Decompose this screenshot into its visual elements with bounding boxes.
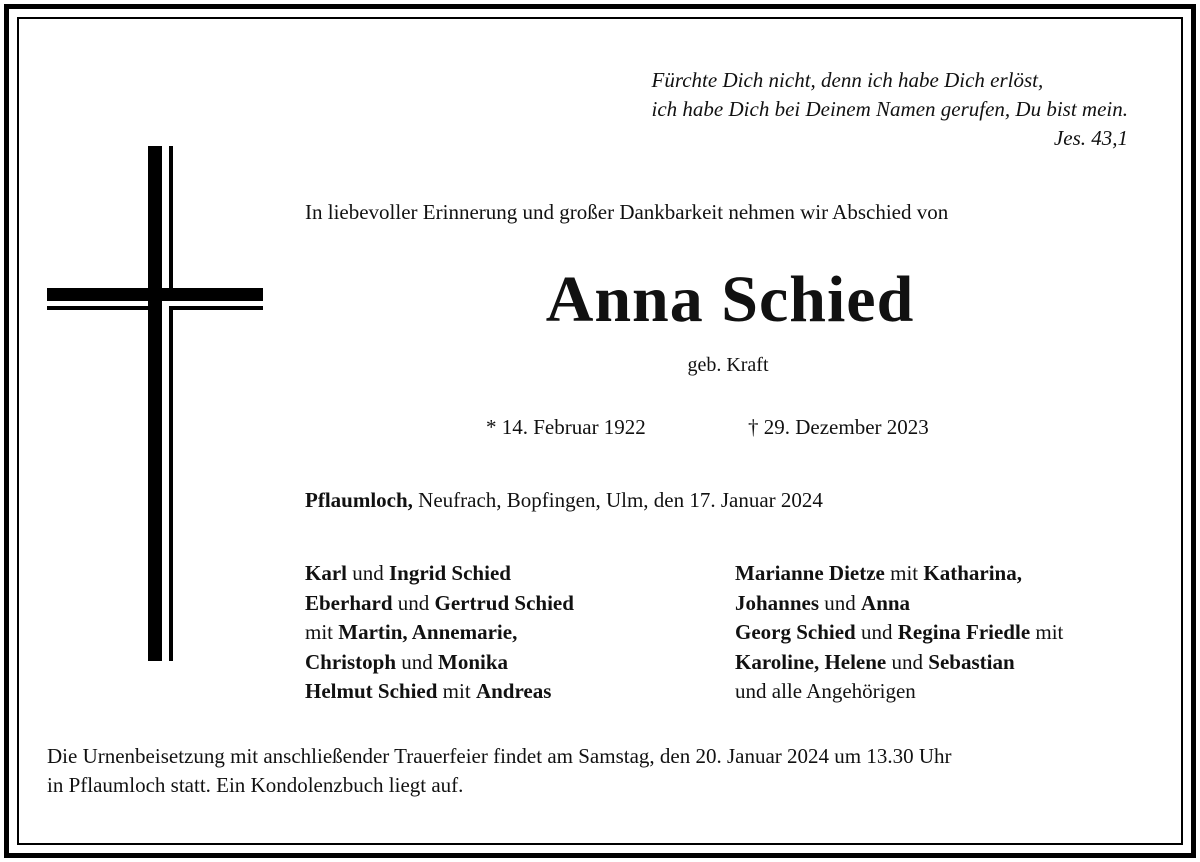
place-date-rest: Neufrach, Bopfingen, Ulm, den 17. Januar 2024: [412, 488, 823, 512]
birth-date: * 14. Februar 1922: [486, 415, 646, 439]
mourner-line: [305, 677, 574, 707]
funeral-notice-line-2: in Pflaumloch statt. Ein Kondolenzbuch liegt auf.: [47, 773, 464, 797]
mourner-line: [735, 648, 1063, 678]
mourner-line: [735, 589, 1063, 619]
connector-text: mit: [437, 679, 476, 703]
mourner-name: Christoph: [305, 649, 397, 674]
mourners-right-column: [735, 559, 1063, 707]
mourner-name: Georg Schied: [735, 620, 856, 644]
verse-line-2: ich habe Dich bei Deinem Namen gerufen, Du bist mein.: [651, 97, 1128, 121]
mourner-name: Regina Friedle: [897, 620, 1031, 644]
connector-text: und: [819, 590, 862, 615]
mourner-name: Eberhard: [305, 590, 393, 615]
mourner-name: Anna: [861, 590, 911, 615]
mourner-name: Ingrid Schied: [389, 561, 511, 585]
mourner-line: [305, 559, 574, 589]
verse-line-1: Fürchte Dich nicht, denn ich habe Dich erlöst,: [651, 68, 1044, 92]
mourner-name: Marianne Dietze: [735, 561, 885, 585]
deceased-name: Anna Schied: [545, 263, 915, 336]
funeral-notice: [47, 742, 952, 800]
mourner-name: Andreas: [475, 679, 552, 703]
connector-text: mit: [1030, 620, 1064, 644]
connector-text: mit: [305, 620, 339, 644]
verse-reference: Jes. 43,1: [1053, 126, 1128, 150]
bible-verse: [652, 66, 1128, 153]
connector-text: und: [396, 649, 439, 674]
mourner-name: Katharina,: [923, 561, 1022, 585]
funeral-notice-line-1: Die Urnenbeisetzung mit anschließender Trauerfeier findet am Samstag, den 20. Januar 2024 um 13.30 Uhr: [47, 744, 952, 768]
mourner-line: [305, 648, 574, 678]
connector-text: und: [855, 620, 898, 644]
death-date: † 29. Dezember 2023: [748, 415, 929, 439]
mourner-line: [735, 559, 1063, 589]
mourner-name: Karoline, Helene: [735, 649, 887, 674]
mourner-line: [735, 618, 1063, 648]
connector-text: und: [886, 649, 929, 674]
mourner-name: Martin, Annemarie,: [338, 620, 518, 644]
mourner-name: Karl: [305, 561, 347, 585]
mourner-name: Helmut Schied: [305, 679, 438, 703]
mourner-name: Sebastian: [928, 649, 1015, 674]
main-place: Pflaumloch,: [305, 488, 413, 512]
place-date-line: [305, 488, 823, 513]
mourner-name: Johannes: [735, 590, 820, 615]
connector-text: und: [392, 590, 435, 615]
connector-text: und: [347, 561, 389, 585]
birth-name: geb. Kraft: [687, 354, 769, 376]
cross-icon: [47, 146, 263, 661]
mourner-name: Gertrud Schied: [434, 590, 574, 615]
intro-text: In liebevoller Erinnerung und großer Dankbarkeit nehmen wir Abschied von: [305, 200, 949, 224]
mourner-line: [305, 589, 574, 619]
mourner-name: Monika: [438, 649, 509, 674]
mourners-left-column: [305, 559, 574, 707]
mourner-line: [305, 618, 574, 648]
connector-text: und alle Angehörigen: [735, 679, 916, 703]
connector-text: mit: [884, 561, 924, 585]
mourner-line: [735, 677, 1063, 707]
